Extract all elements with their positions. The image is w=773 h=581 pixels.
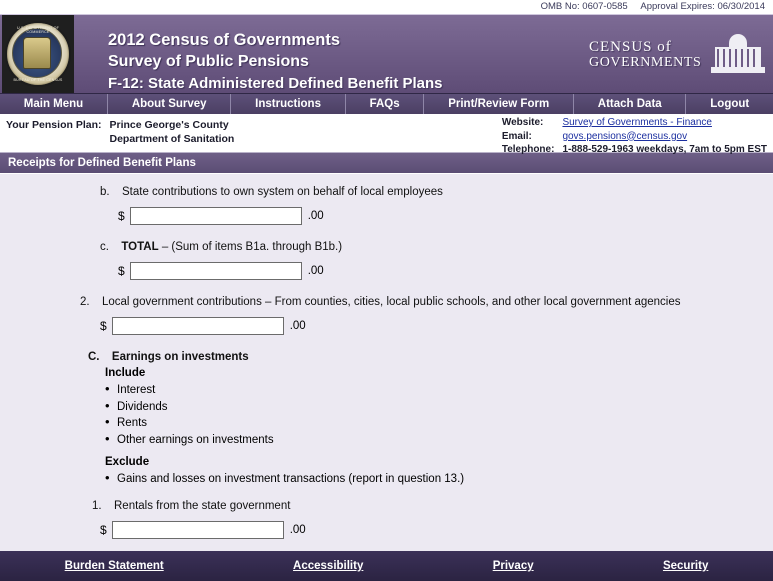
list-item: • Rents	[105, 415, 773, 432]
logo-text	[589, 40, 701, 70]
main-navigation	[0, 93, 773, 114]
question-b-letter: b.	[100, 186, 110, 198]
question-2-text: Local government contributions – From counties, cities, local public schools, and other local government agencies	[102, 296, 681, 308]
pension-plan-info	[6, 118, 234, 146]
footer-privacy[interactable]: Privacy	[492, 560, 534, 572]
pension-plan-label: Your Pension Plan:	[6, 119, 102, 131]
nav-instructions[interactable]: Instructions	[231, 94, 345, 114]
census-seal-icon	[5, 21, 71, 87]
telephone-value: 1-888-529-1963 weekdays, 7am to 5pm EST	[562, 144, 767, 155]
exclude-label: Exclude	[105, 456, 150, 468]
pension-plan-name-line2: Department of Sanitation	[109, 133, 235, 145]
state-contributions-local-employees-input[interactable]	[130, 207, 302, 225]
total-b1a-b1b-input[interactable]	[130, 262, 302, 280]
question-c-letter: c.	[100, 241, 109, 253]
answer-row-c1	[0, 521, 773, 539]
capitol-building-icon	[711, 34, 761, 76]
answer-row-c	[0, 262, 773, 280]
title-line-1: 2012 Census of Governments	[108, 31, 340, 49]
footer-security[interactable]: Security	[662, 560, 709, 572]
question-c-total	[100, 239, 773, 255]
nav-main-menu[interactable]: Main Menu	[0, 94, 108, 114]
question-c1	[92, 498, 773, 514]
local-government-contributions-input[interactable]	[112, 317, 284, 335]
question-c-text: – (Sum of items B1a. through B1b.)	[158, 241, 343, 253]
section-c-title: Earnings on investments	[111, 351, 249, 363]
section-title: Receipts for Defined Benefit Plans	[0, 153, 773, 174]
question-b-text: State contributions to own system on behalf of local employees	[122, 186, 443, 198]
nav-attach-data[interactable]: Attach Data	[574, 94, 687, 114]
form-body	[0, 174, 773, 574]
dollar-sign-b: $	[118, 209, 125, 223]
exclude-list	[0, 471, 773, 488]
header-banner	[0, 14, 773, 93]
list-item: • Dividends	[105, 399, 773, 416]
dollar-sign-c1: $	[100, 522, 107, 537]
cents-c: .00	[307, 265, 324, 277]
include-label: Include	[105, 367, 146, 379]
agency-seal-container	[2, 15, 74, 93]
nav-faqs[interactable]: FAQs	[346, 94, 425, 114]
question-b	[100, 184, 773, 200]
logo-line-2: GOVERNMENTS	[589, 54, 702, 70]
website-link[interactable]: Survey of Governments - Finance	[562, 117, 712, 128]
seal-emblem	[23, 37, 51, 69]
nav-about-survey[interactable]: About Survey	[108, 94, 231, 114]
email-link[interactable]: govs.pensions@census.gov	[562, 130, 688, 142]
list-item: • Gains and losses on investment transactions (report in question 13.)	[105, 471, 773, 488]
answer-row-2	[0, 317, 773, 335]
seal-bottom-text: BUREAU OF THE CENSUS	[13, 78, 63, 82]
info-strip	[0, 114, 773, 153]
pension-plan-name-line1: Prince George's County	[109, 119, 229, 131]
answer-row-b	[0, 207, 773, 225]
list-item: • Other earnings on investments	[105, 432, 773, 449]
rentals-from-state-government-input[interactable]	[112, 521, 284, 539]
section-c-letter: C.	[88, 351, 100, 363]
telephone-label: Telephone:	[501, 144, 555, 155]
website-label: Website:	[501, 117, 544, 128]
question-2	[80, 294, 773, 310]
title-line-3: F-12: State Administered Defined Benefit Plans	[108, 75, 443, 92]
question-c-total-label: TOTAL	[121, 241, 159, 253]
email-label: Email:	[501, 130, 532, 142]
seal-top-text: U.S. DEPARTMENT OF COMMERCE	[17, 26, 59, 34]
include-list	[0, 382, 773, 448]
omb-expires: Approval Expires: 06/30/2014	[640, 1, 765, 12]
section-c-heading	[88, 349, 773, 365]
cents-b: .00	[307, 210, 324, 222]
question-2-letter: 2.	[80, 296, 90, 308]
pension-plan-names	[109, 118, 234, 146]
page-title	[108, 29, 443, 93]
logo-line-1: CENSUS of	[589, 38, 672, 55]
omb-number: OMB No: 0607-0585	[540, 1, 628, 12]
nav-print-review-form[interactable]: Print/Review Form	[424, 94, 574, 114]
contact-info	[502, 117, 767, 158]
footer	[0, 551, 773, 581]
dollar-sign-2: $	[100, 319, 107, 333]
cents-c1: .00	[289, 523, 306, 536]
omb-strip	[0, 0, 773, 14]
census-of-governments-logo	[589, 29, 761, 81]
list-item: • Interest	[105, 382, 773, 399]
title-line-2: Survey of Public Pensions	[108, 53, 309, 70]
nav-logout[interactable]: Logout	[686, 94, 773, 114]
question-c1-letter: 1.	[92, 499, 102, 512]
footer-accessibility[interactable]: Accessibility	[293, 560, 364, 572]
question-c1-text: Rentals from the state government	[114, 499, 291, 512]
footer-burden-statement[interactable]: Burden Statement	[64, 560, 164, 572]
dollar-sign-c: $	[118, 264, 125, 278]
cents-2: .00	[289, 320, 306, 332]
